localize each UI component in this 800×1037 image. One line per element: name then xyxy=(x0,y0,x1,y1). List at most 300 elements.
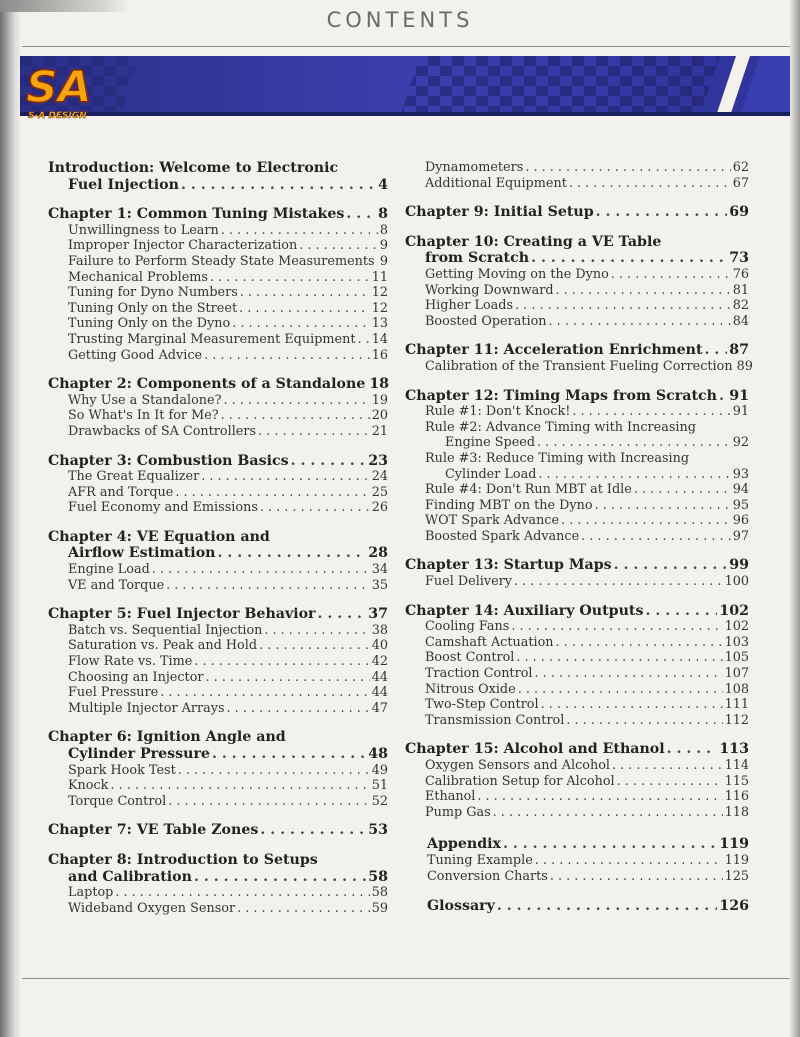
page-number: 9 xyxy=(379,253,388,269)
leader-dots xyxy=(497,898,718,915)
entry-title: Conversion Charts xyxy=(427,868,548,884)
toc-sub-entry xyxy=(427,853,749,869)
toc-sub-entry xyxy=(425,513,749,529)
page-number: 37 xyxy=(368,606,388,623)
page-number: 114 xyxy=(724,758,749,773)
entry-title-line: Rule #3: Reduce Timing with Increasing xyxy=(425,450,690,466)
page-number: 62 xyxy=(732,160,749,175)
toc-sub-entry xyxy=(425,358,753,375)
page-number: 76 xyxy=(732,266,749,282)
entry-title: Torque Control xyxy=(68,793,167,809)
entry-title: Calibration Setup for Alcohol xyxy=(425,773,615,789)
toc-chapter-entry xyxy=(48,453,388,470)
toc-sub-entry xyxy=(68,316,388,332)
entry-title: Mechanical Problems xyxy=(68,269,208,285)
leader-dots xyxy=(538,467,730,483)
toc-section xyxy=(48,852,388,916)
entry-title: AFR and Torque xyxy=(68,484,174,500)
leader-dots xyxy=(178,763,370,779)
leader-dots xyxy=(223,393,369,409)
toc-sub-entry xyxy=(425,298,749,314)
toc-chapter-entry xyxy=(48,177,388,194)
entry-title: Appendix xyxy=(427,836,501,853)
leader-dots xyxy=(221,408,370,424)
page-number: 115 xyxy=(724,773,749,789)
leader-dots xyxy=(260,822,366,839)
banner-graphic xyxy=(20,56,790,116)
entry-title: Ethanol xyxy=(425,789,476,805)
entry-title: Engine Speed xyxy=(445,435,536,451)
toc-chapter-entry xyxy=(405,204,749,221)
toc-sub-entry xyxy=(68,778,388,794)
leader-dots xyxy=(550,869,723,885)
entry-title: Boosted Spark Advance xyxy=(425,528,580,544)
toc-sub-entry xyxy=(68,270,388,286)
leader-dots xyxy=(168,794,369,810)
toc-chapter-entry xyxy=(48,206,388,223)
entry-title: Failure to Perform Steady State Measurements xyxy=(68,253,375,269)
toc-sub-entry xyxy=(425,467,749,483)
leader-dots xyxy=(201,469,370,485)
toc-sub-entry xyxy=(425,713,749,729)
leader-dots xyxy=(645,603,717,620)
entry-title: Traction Control xyxy=(425,666,533,682)
entry-title: Oxygen Sensors and Alcohol xyxy=(425,758,610,773)
entry-title: Tuning Only on the Dyno xyxy=(68,316,231,332)
toc-sub-entry xyxy=(425,314,749,330)
toc-sub-entry xyxy=(68,424,388,440)
page-number: 40 xyxy=(371,638,388,654)
entry-title: Working Downward xyxy=(425,282,554,298)
leader-dots xyxy=(152,562,370,578)
entry-title: Getting Moving on the Dyno xyxy=(425,266,609,282)
leader-dots xyxy=(581,529,731,545)
leader-dots xyxy=(260,500,370,516)
entry-title: Chapter 11: Acceleration Enrichment xyxy=(405,342,703,359)
leader-dots xyxy=(377,254,378,270)
page-number: 59 xyxy=(371,900,388,916)
toc-sub-entry xyxy=(68,408,388,424)
leader-dots xyxy=(556,283,731,299)
entry-title-line: Introduction: Welcome to Electronic xyxy=(48,160,339,176)
leader-dots xyxy=(511,619,722,635)
logo-graphic xyxy=(22,60,122,126)
leader-dots xyxy=(634,482,731,498)
entry-title: Chapter 1: Common Tuning Mistakes xyxy=(48,206,345,223)
page-number: 87 xyxy=(729,342,749,359)
page-number: 89 xyxy=(736,358,753,374)
toc-sub-entry xyxy=(425,574,749,590)
entry-title: Getting Good Advice xyxy=(68,347,203,363)
book-spine-shadow xyxy=(0,0,20,1037)
toc-section xyxy=(405,603,749,729)
toc-chapter-entry xyxy=(405,388,749,405)
entry-title: Spark Hook Test xyxy=(68,762,176,778)
entry-title: Fuel Injection xyxy=(68,176,179,193)
page-number: 58 xyxy=(371,885,388,901)
leader-dots xyxy=(291,453,367,470)
toc-sub-entry xyxy=(68,254,388,270)
page-number: 48 xyxy=(368,746,388,762)
leader-dots xyxy=(596,204,728,221)
entry-title: Engine Load xyxy=(68,562,150,578)
entry-title: Unwillingness to Learn xyxy=(68,222,219,238)
toc-sub-entry xyxy=(425,682,749,698)
leader-dots xyxy=(535,853,723,869)
page-number: 53 xyxy=(368,822,388,839)
leader-dots xyxy=(614,557,728,574)
entry-title: The Great Equalizer xyxy=(68,469,200,485)
page-number: 14 xyxy=(371,331,388,347)
toc-sub-entry xyxy=(68,469,388,485)
page-number: 73 xyxy=(729,250,749,267)
leader-dots xyxy=(595,498,731,514)
toc-sub-entry xyxy=(427,869,749,885)
page-number: 58 xyxy=(368,868,388,885)
page-edge xyxy=(790,0,800,1037)
leader-dots xyxy=(617,774,723,790)
leader-dots xyxy=(667,741,718,758)
toc-chapter-entry xyxy=(427,898,749,915)
toc-section xyxy=(48,822,388,839)
toc-sub-entry xyxy=(68,238,388,254)
page-number: 84 xyxy=(732,313,749,329)
toc-sub-entry xyxy=(425,435,749,451)
page-number: 25 xyxy=(371,484,388,500)
entry-title: Rule #1: Don't Knock! xyxy=(425,404,571,420)
page-number: 20 xyxy=(371,408,388,424)
page-number: 108 xyxy=(724,681,749,697)
entry-title: Rule #4: Don't Run MBT at Idle xyxy=(425,482,632,498)
leader-dots xyxy=(611,267,731,283)
entry-title: Tuning Example xyxy=(427,852,533,868)
entry-title: Camshaft Actuation xyxy=(425,634,554,650)
entry-title: WOT Spark Advance xyxy=(425,513,560,529)
entry-title: Fuel Pressure xyxy=(68,685,159,701)
toc-chapter-entry xyxy=(48,822,388,839)
leader-dots xyxy=(493,805,723,821)
toc-chapter-entry xyxy=(48,376,388,393)
entry-title: Chapter 9: Initial Setup xyxy=(405,204,594,221)
entry-title: Nitrous Oxide xyxy=(425,681,516,697)
page-number: 96 xyxy=(732,513,749,529)
toc-sub-entry xyxy=(425,619,749,635)
toc-section xyxy=(405,836,749,884)
page-number: 100 xyxy=(724,574,749,590)
leader-dots xyxy=(240,285,370,301)
page-number: 99 xyxy=(729,557,749,574)
entry-title: Airflow Estimation xyxy=(68,545,216,562)
leader-dots xyxy=(227,701,370,717)
toc-sub-entry xyxy=(68,285,388,301)
page-number: 105 xyxy=(724,650,749,666)
leader-dots xyxy=(110,778,369,794)
leader-dots xyxy=(217,545,366,562)
page-number: 42 xyxy=(371,654,388,670)
entry-title: Knock xyxy=(68,778,109,794)
page-number: 47 xyxy=(371,700,388,716)
toc-sub-entry xyxy=(425,404,749,420)
toc-chapter-entry xyxy=(427,836,749,853)
toc-sub-entry xyxy=(68,485,388,501)
page-number: 34 xyxy=(371,562,388,578)
toc-chapter-entry xyxy=(48,606,388,623)
toc-sub-entry xyxy=(68,393,388,409)
page-number: 102 xyxy=(724,619,749,635)
leader-dots xyxy=(160,685,369,701)
page-number: 126 xyxy=(719,898,749,915)
leader-dots xyxy=(239,301,370,317)
page-number: 92 xyxy=(732,435,749,451)
entry-title: Laptop xyxy=(68,885,114,901)
page-number: 44 xyxy=(371,685,388,701)
leader-dots xyxy=(194,654,369,670)
page-title: CONTENTS xyxy=(326,8,474,32)
entry-title: Chapter 2: Components of a Standalone xyxy=(48,376,366,393)
leader-dots xyxy=(115,885,369,901)
leader-dots xyxy=(549,314,731,330)
leader-dots xyxy=(719,388,727,405)
toc-section xyxy=(48,206,388,363)
toc-sub-entry xyxy=(425,789,749,805)
leader-dots xyxy=(516,650,722,666)
toc-sub-entry xyxy=(68,638,388,654)
page-number: 26 xyxy=(371,500,388,516)
toc-sub-entry xyxy=(425,283,749,299)
entry-title: Choosing an Injector xyxy=(68,669,204,685)
leader-dots xyxy=(535,666,723,682)
leader-dots xyxy=(357,332,369,348)
page-number: 116 xyxy=(724,789,749,805)
page-number: 49 xyxy=(371,762,388,778)
toc-chapter-entry xyxy=(405,603,749,620)
page-number: 119 xyxy=(724,852,749,868)
page-number: 44 xyxy=(371,669,388,685)
logo-mark: SA xyxy=(26,62,92,113)
toc-section xyxy=(48,729,388,809)
entry-title: So What's In It for Me? xyxy=(68,408,219,424)
entry-title: Wideband Oxygen Sensor xyxy=(68,900,236,916)
leader-dots xyxy=(566,713,722,729)
toc-sub-entry xyxy=(68,348,388,364)
entry-title: Tuning Only on the Street xyxy=(68,300,238,316)
toc-sub-entry xyxy=(425,650,749,666)
entry-title-line: Chapter 10: Creating a VE Table xyxy=(405,233,662,250)
leader-dots xyxy=(204,348,370,364)
toc-sub-entry xyxy=(68,301,388,317)
leader-dots xyxy=(346,206,376,223)
leader-dots xyxy=(514,574,723,590)
toc-section xyxy=(405,741,749,820)
page-number: 9 xyxy=(379,238,388,254)
page-number: 111 xyxy=(724,697,749,713)
toc-sub-entry xyxy=(68,578,388,594)
leader-dots xyxy=(531,250,727,267)
page-number: 125 xyxy=(724,868,749,884)
toc-chapter-entry xyxy=(48,869,388,886)
leader-dots xyxy=(212,746,366,763)
page-number: 28 xyxy=(368,545,388,562)
toc-sub-entry xyxy=(425,774,749,790)
toc-sub-entry xyxy=(425,635,749,651)
entry-title: Additional Equipment xyxy=(425,175,567,191)
toc-sub-entry xyxy=(68,332,388,348)
leader-dots xyxy=(569,176,731,192)
page-number: 8 xyxy=(378,206,388,223)
entry-title: Boosted Operation xyxy=(425,313,547,329)
entry-title: VE and Torque xyxy=(68,577,165,593)
leader-dots xyxy=(572,404,730,420)
page-number: 67 xyxy=(732,175,749,191)
page-number: 13 xyxy=(371,316,388,332)
leader-dots xyxy=(299,238,378,254)
toc-section xyxy=(48,160,388,193)
entry-title-line: Rule #2: Advance Timing with Increasing xyxy=(425,419,696,435)
entry-title: Cylinder Load xyxy=(445,466,537,482)
entry-title: and Calibration xyxy=(68,868,192,885)
toc-section xyxy=(48,529,388,593)
toc-chapter-entry xyxy=(405,741,749,758)
page-number: 52 xyxy=(371,793,388,809)
entry-title: Flow Rate vs. Time xyxy=(68,654,193,670)
entry-title-line: Chapter 6: Ignition Angle and xyxy=(48,729,286,746)
page-number: 69 xyxy=(729,204,749,221)
page-number: 81 xyxy=(732,282,749,298)
toc-sub-entry xyxy=(68,562,388,578)
entry-title: Chapter 12: Timing Maps from Scratch xyxy=(405,387,717,404)
entry-title: Calibration of the Transient Fueling Correction xyxy=(425,358,733,374)
leader-dots xyxy=(477,789,722,805)
leader-dots xyxy=(237,901,370,917)
page-number: 95 xyxy=(732,497,749,513)
toc-sub-entry xyxy=(425,267,749,283)
toc-sub-entry xyxy=(425,758,749,774)
entry-title: Cooling Fans xyxy=(425,619,510,635)
leader-dots xyxy=(518,682,723,698)
entry-title: Tuning for Dyno Numbers xyxy=(68,285,238,301)
leader-dots xyxy=(515,298,731,314)
toc-sub-entry xyxy=(68,500,388,516)
toc-section xyxy=(48,376,388,439)
leader-dots xyxy=(503,836,717,853)
entry-title: Multiple Injector Arrays xyxy=(68,700,225,716)
entry-title: from Scratch xyxy=(425,250,530,267)
entry-title: Two-Step Control xyxy=(425,697,539,713)
toc-chapter-entry xyxy=(405,342,749,359)
entry-title: Fuel Economy and Emissions xyxy=(68,500,258,516)
toc-chapter-entry xyxy=(48,545,388,562)
page-number: 102 xyxy=(719,602,749,619)
leader-dots xyxy=(612,758,723,774)
entry-title: Saturation vs. Peak and Hold xyxy=(68,638,258,654)
leader-dots xyxy=(537,435,731,451)
leader-dots xyxy=(258,424,370,440)
page-number: 94 xyxy=(732,482,749,498)
leader-dots xyxy=(705,342,728,359)
page-number: 18 xyxy=(369,376,390,393)
toc-sub-entry xyxy=(68,794,388,810)
page-number: 112 xyxy=(724,712,749,728)
entry-title: Chapter 7: VE Table Zones xyxy=(48,822,259,839)
entry-title: Chapter 5: Fuel Injector Behavior xyxy=(48,606,316,623)
leader-dots xyxy=(206,670,370,686)
page-number: 12 xyxy=(371,285,388,301)
toc-sub-entry xyxy=(68,701,388,717)
page-number: 16 xyxy=(371,347,388,363)
entry-title: Higher Loads xyxy=(425,298,514,314)
toc-sub-entry xyxy=(68,901,388,917)
toc-section xyxy=(405,160,749,191)
page-number: 113 xyxy=(719,741,749,758)
toc-section xyxy=(48,606,388,716)
entry-title: Glossary xyxy=(427,898,495,915)
page-number: 12 xyxy=(371,300,388,316)
page-number: 118 xyxy=(724,804,749,820)
leader-dots xyxy=(181,177,376,194)
entry-title: Improper Injector Characterization xyxy=(68,238,298,254)
entry-title: Batch vs. Sequential Injection xyxy=(68,622,263,638)
page-number: 38 xyxy=(371,622,388,638)
toc-sub-entry xyxy=(425,697,749,713)
entry-title: Pump Gas xyxy=(425,804,491,820)
entry-title: Chapter 13: Startup Maps xyxy=(405,557,612,574)
toc-sub-entry xyxy=(425,666,749,682)
entry-title: Transmission Control xyxy=(425,712,565,728)
entry-title: Dynamometers xyxy=(425,160,524,175)
leader-dots xyxy=(232,316,369,332)
entry-title: Chapter 15: Alcohol and Ethanol xyxy=(405,741,665,758)
toc-chapter-entry xyxy=(405,250,749,267)
leader-dots xyxy=(264,623,369,639)
page-number: 103 xyxy=(724,634,749,650)
leader-dots xyxy=(175,485,369,501)
page-number: 11 xyxy=(371,269,388,285)
entry-title: Chapter 3: Combustion Basics xyxy=(48,452,289,469)
toc-sub-entry xyxy=(68,763,388,779)
toc-sub-entry xyxy=(68,685,388,701)
entry-title: Boost Control xyxy=(425,650,515,666)
toc-section xyxy=(405,557,749,589)
entry-title-line: Chapter 8: Introduction to Setups xyxy=(48,851,318,868)
entry-title: Finding MBT on the Dyno xyxy=(425,497,593,513)
leader-dots xyxy=(221,223,378,239)
toc-section xyxy=(48,453,388,516)
toc-section xyxy=(405,342,753,374)
blue-banner xyxy=(20,56,790,116)
page-number: 82 xyxy=(732,298,749,314)
page-number: 4 xyxy=(378,176,388,193)
leader-dots xyxy=(318,606,367,623)
toc-sub-entry xyxy=(68,654,388,670)
page-number: 107 xyxy=(724,666,749,682)
entry-title: Drawbacks of SA Controllers xyxy=(68,423,257,439)
entry-title: Cylinder Pressure xyxy=(68,746,210,762)
page-number: 19 xyxy=(371,392,388,408)
entry-title: Chapter 14: Auxiliary Outputs xyxy=(405,602,644,619)
page-number: 23 xyxy=(368,452,388,469)
toc-sub-entry xyxy=(68,223,388,239)
page-number: 91 xyxy=(729,387,749,404)
page-number: 51 xyxy=(371,778,388,794)
logo-subtitle: S-A DESIGN xyxy=(28,111,87,121)
footer-divider xyxy=(22,978,790,979)
page-number: 24 xyxy=(371,469,388,485)
page-number: 21 xyxy=(371,423,388,439)
entry-title: Fuel Delivery xyxy=(425,574,513,590)
toc-section xyxy=(405,898,749,915)
entry-title-line: Chapter 4: VE Equation and xyxy=(48,528,270,545)
leader-dots xyxy=(556,635,723,651)
